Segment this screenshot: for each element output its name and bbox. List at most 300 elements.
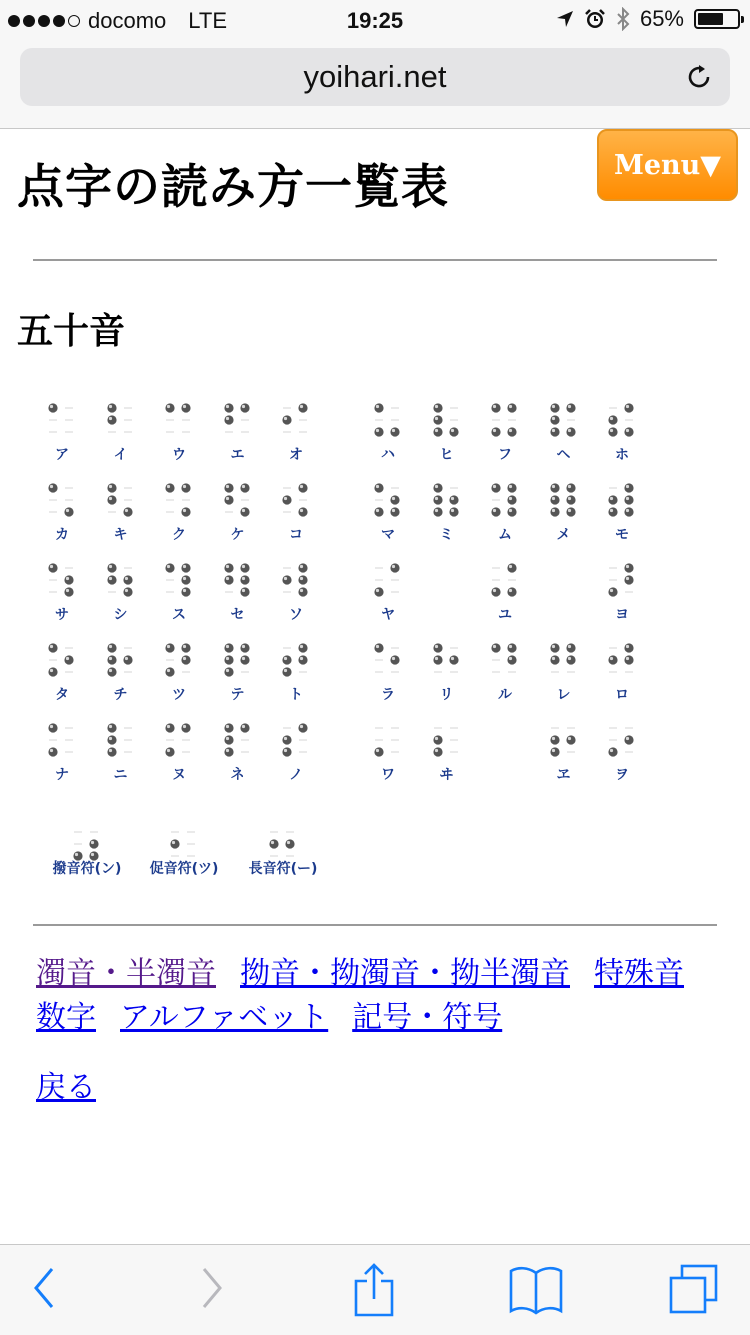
- braille-dot-raised: [48, 483, 57, 492]
- braille-dots: [607, 482, 637, 518]
- braille-dot-raised: [282, 735, 291, 744]
- back-arrow-icon[interactable]: [28, 1263, 60, 1313]
- braille-dot-raised: [64, 575, 73, 584]
- braille-dot-highlight: [241, 657, 244, 660]
- braille-dots: [281, 722, 311, 758]
- braille-dot-raised: [165, 747, 174, 756]
- braille-dot-highlight: [567, 405, 570, 408]
- braille-dot-highlight: [284, 669, 287, 672]
- braille-dot-raised: [240, 723, 249, 732]
- braille-dot-highlight: [225, 669, 228, 672]
- braille-dot-highlight: [225, 749, 228, 752]
- braille-dot-highlight: [376, 485, 379, 488]
- braille-dot-highlight: [124, 589, 127, 592]
- address-bar[interactable]: [20, 48, 730, 106]
- braille-dot-highlight: [172, 841, 175, 844]
- braille-dot-highlight: [300, 645, 303, 648]
- braille-dot-highlight: [610, 509, 613, 512]
- braille-dots: [490, 482, 520, 518]
- braille-dot-raised: [624, 403, 633, 412]
- braille-dot-highlight: [450, 429, 453, 432]
- braille-dot-highlight: [493, 589, 496, 592]
- braille-dot-highlight: [66, 577, 69, 580]
- kana-label: ネ: [230, 767, 245, 783]
- braille-cell: [602, 482, 642, 542]
- braille-dot-raised: [107, 415, 116, 424]
- kana-label: ヤ: [381, 607, 395, 623]
- bookmarks-icon[interactable]: [508, 1263, 564, 1315]
- kana-label: ヘ: [556, 447, 571, 463]
- status-time: 19:25: [346, 8, 404, 33]
- braille-dot-raised: [624, 563, 633, 572]
- braille-dot-raised: [282, 575, 291, 584]
- special-char-label: 促音符(ツ): [149, 861, 219, 877]
- braille-dot-raised: [374, 403, 383, 412]
- braille-dot-highlight: [493, 405, 496, 408]
- braille-cell: [368, 562, 408, 622]
- braille-dot-highlight: [551, 645, 554, 648]
- braille-dot-raised: [550, 643, 559, 652]
- braille-dots: [164, 722, 194, 758]
- kana-label: ヒ: [439, 447, 454, 463]
- braille-dot-raised: [48, 643, 57, 652]
- braille-dot-highlight: [183, 589, 186, 592]
- braille-cell: [42, 402, 82, 462]
- braille-cell: [159, 722, 199, 782]
- braille-dot-highlight: [392, 497, 395, 500]
- braille-dot-raised: [165, 723, 174, 732]
- braille-cell: [42, 642, 82, 702]
- kana-label: フ: [498, 447, 512, 463]
- braille-dot-raised: [491, 507, 500, 516]
- braille-dot-raised: [298, 507, 307, 516]
- braille-dots: [607, 402, 637, 438]
- braille-dot-highlight: [434, 405, 437, 408]
- braille-dot-highlight: [50, 645, 53, 648]
- braille-dot-raised: [298, 403, 307, 412]
- braille-dots: [223, 642, 253, 678]
- braille-cell: [52, 826, 122, 886]
- braille-dot-highlight: [108, 417, 111, 420]
- braille-dot-raised: [64, 587, 73, 596]
- braille-dot-raised: [550, 747, 559, 756]
- braille-dot-highlight: [551, 497, 554, 500]
- braille-dot-raised: [449, 507, 458, 516]
- braille-dots: [223, 722, 253, 758]
- braille-dot-raised: [48, 403, 57, 412]
- braille-dot-highlight: [509, 405, 512, 408]
- braille-dot-raised: [282, 415, 291, 424]
- braille-dot-raised: [224, 495, 233, 504]
- braille-cell: [602, 722, 642, 782]
- braille-dot-raised: [608, 427, 617, 436]
- braille-dot-highlight: [626, 405, 629, 408]
- kana-label: セ: [230, 607, 245, 623]
- reload-icon[interactable]: [684, 62, 714, 92]
- braille-dot-raised: [433, 495, 442, 504]
- braille-dots: [106, 402, 136, 438]
- braille-dot-raised: [550, 735, 559, 744]
- url-text: yoihari.net: [303, 59, 447, 94]
- kana-label: ア: [55, 447, 69, 463]
- link-dakuon[interactable]: 濁音・半濁音: [36, 956, 216, 991]
- braille-dot-raised: [107, 563, 116, 572]
- braille-dot-highlight: [183, 725, 186, 728]
- braille-dot-highlight: [66, 657, 69, 660]
- link-tokushuon[interactable]: 特殊音: [594, 956, 684, 991]
- braille-dot-highlight: [183, 509, 186, 512]
- kana-label: モ: [615, 527, 629, 543]
- braille-dot-highlight: [241, 405, 244, 408]
- braille-dots: [373, 642, 403, 678]
- braille-dot-highlight: [551, 417, 554, 420]
- braille-dot-highlight: [225, 725, 228, 728]
- braille-dot-highlight: [124, 657, 127, 660]
- braille-dot-raised: [107, 643, 116, 652]
- braille-dot-raised: [240, 643, 249, 652]
- braille-dot-highlight: [567, 737, 570, 740]
- kana-label: ユ: [498, 607, 512, 623]
- braille-dot-raised: [89, 839, 98, 848]
- braille-dot-highlight: [376, 509, 379, 512]
- braille-dot-highlight: [50, 485, 53, 488]
- braille-dots: [549, 402, 579, 438]
- braille-dot-raised: [433, 735, 442, 744]
- kana-label: キ: [113, 527, 128, 543]
- braille-dots: [164, 642, 194, 678]
- braille-dot-highlight: [284, 497, 287, 500]
- braille-dot-highlight: [167, 485, 170, 488]
- braille-dot-highlight: [509, 657, 512, 660]
- braille-dot-highlight: [271, 841, 274, 844]
- braille-dot-highlight: [567, 645, 570, 648]
- braille-dot-raised: [433, 747, 442, 756]
- braille-dot-raised: [566, 735, 575, 744]
- braille-cell: [101, 482, 141, 542]
- braille-dot-raised: [390, 563, 399, 572]
- braille-cell: [276, 562, 316, 622]
- braille-dot-highlight: [66, 509, 69, 512]
- braille-dot-raised: [123, 587, 132, 596]
- braille-dot-highlight: [610, 417, 613, 420]
- braille-dots: [223, 482, 253, 518]
- braille-dot-raised: [165, 667, 174, 676]
- carrier-name: docomo: [88, 8, 167, 33]
- braille-dot-raised: [224, 575, 233, 584]
- braille-dot-raised: [298, 483, 307, 492]
- braille-dots: [373, 402, 403, 438]
- braille-cell: [218, 482, 258, 542]
- braille-dot-raised: [165, 563, 174, 572]
- braille-dot-highlight: [66, 589, 69, 592]
- braille-dot-highlight: [108, 485, 111, 488]
- braille-dot-highlight: [551, 749, 554, 752]
- braille-dot-highlight: [183, 645, 186, 648]
- kana-label: ツ: [172, 687, 186, 703]
- braille-dot-raised: [507, 495, 516, 504]
- braille-cell: [602, 562, 642, 622]
- braille-dot-raised: [282, 495, 291, 504]
- braille-dot-raised: [165, 483, 174, 492]
- braille-dot-raised: [433, 655, 442, 664]
- kana-label: エ: [230, 447, 245, 463]
- braille-dot-raised: [107, 735, 116, 744]
- braille-dot-highlight: [108, 657, 111, 660]
- braille-dot-highlight: [300, 589, 303, 592]
- share-icon[interactable]: [352, 1263, 396, 1317]
- braille-cell: [159, 482, 199, 542]
- braille-dot-highlight: [509, 509, 512, 512]
- link-youon[interactable]: 拗音・拗濁音・拗半濁音: [240, 956, 570, 991]
- kana-label: シ: [113, 607, 128, 623]
- braille-dot-highlight: [551, 509, 554, 512]
- braille-dot-highlight: [567, 497, 570, 500]
- braille-cell: [42, 722, 82, 782]
- braille-dot-raised: [181, 403, 190, 412]
- kana-label: マ: [381, 527, 395, 543]
- braille-dot-highlight: [376, 429, 379, 432]
- braille-dot-highlight: [376, 405, 379, 408]
- braille-dot-highlight: [626, 485, 629, 488]
- braille-dot-highlight: [225, 497, 228, 500]
- braille-dot-highlight: [626, 429, 629, 432]
- braille-dot-raised: [48, 723, 57, 732]
- kana-label: ケ: [230, 527, 245, 543]
- tabs-icon[interactable]: [668, 1263, 720, 1315]
- braille-dot-raised: [507, 587, 516, 596]
- link-alphabet[interactable]: アルファベット: [120, 1000, 329, 1035]
- braille-dot-raised: [181, 563, 190, 572]
- braille-dots: [607, 722, 637, 758]
- braille-dot-raised: [550, 655, 559, 664]
- braille-dot-raised: [240, 483, 249, 492]
- braille-dot-highlight: [509, 565, 512, 568]
- braille-cell: [42, 482, 82, 542]
- braille-dot-highlight: [241, 577, 244, 580]
- braille-dot-raised: [107, 655, 116, 664]
- braille-dots: [47, 722, 77, 758]
- braille-dot-raised: [608, 655, 617, 664]
- braille-dot-highlight: [434, 509, 437, 512]
- braille-dot-highlight: [509, 589, 512, 592]
- braille-dot-raised: [298, 563, 307, 572]
- braille-dot-highlight: [241, 725, 244, 728]
- braille-dot-raised: [298, 655, 307, 664]
- braille-dot-raised: [224, 563, 233, 572]
- kana-label: コ: [289, 527, 303, 543]
- braille-dot-highlight: [509, 429, 512, 432]
- braille-dot-highlight: [284, 417, 287, 420]
- braille-dot-raised: [240, 655, 249, 664]
- braille-dot-highlight: [434, 737, 437, 740]
- braille-dots: [373, 562, 403, 598]
- braille-dot-raised: [298, 643, 307, 652]
- braille-dot-raised: [298, 723, 307, 732]
- braille-dot-raised: [224, 643, 233, 652]
- kana-label: ハ: [381, 447, 395, 463]
- braille-dot-raised: [224, 735, 233, 744]
- braille-dots: [268, 826, 298, 862]
- braille-dots: [47, 402, 77, 438]
- braille-dots: [281, 402, 311, 438]
- braille-dots: [47, 482, 77, 518]
- braille-cell: [427, 482, 467, 542]
- braille-dot-raised: [224, 667, 233, 676]
- kana-label: リ: [439, 687, 454, 703]
- braille-dot-highlight: [626, 565, 629, 568]
- section-title: 五十音: [17, 310, 126, 352]
- braille-dots: [106, 722, 136, 758]
- braille-dot-raised: [491, 403, 500, 412]
- braille-dot-highlight: [392, 657, 395, 660]
- braille-dot-raised: [240, 403, 249, 412]
- braille-cell: [42, 562, 82, 622]
- braille-dot-raised: [224, 655, 233, 664]
- braille-dot-highlight: [300, 725, 303, 728]
- braille-dot-highlight: [108, 405, 111, 408]
- link-suji[interactable]: 数字: [36, 1000, 96, 1035]
- kana-label: ヨ: [615, 607, 629, 623]
- braille-dot-raised: [624, 575, 633, 584]
- kana-label: ヱ: [556, 767, 571, 783]
- braille-dot-highlight: [626, 645, 629, 648]
- braille-dots: [223, 562, 253, 598]
- braille-dot-raised: [433, 483, 442, 492]
- braille-dot-highlight: [225, 657, 228, 660]
- braille-dot-raised: [550, 507, 559, 516]
- braille-dot-raised: [491, 427, 500, 436]
- braille-dot-highlight: [551, 485, 554, 488]
- kana-label: ヌ: [172, 767, 186, 783]
- braille-dot-raised: [491, 587, 500, 596]
- braille-dot-raised: [107, 483, 116, 492]
- braille-dots: [281, 642, 311, 678]
- braille-dot-raised: [390, 507, 399, 516]
- braille-dot-raised: [64, 655, 73, 664]
- braille-cell: [218, 722, 258, 782]
- braille-dot-raised: [507, 563, 516, 572]
- braille-cell: [368, 642, 408, 702]
- braille-dot-raised: [491, 643, 500, 652]
- braille-dot-highlight: [434, 485, 437, 488]
- kana-label: ヲ: [615, 767, 629, 783]
- braille-dot-highlight: [50, 725, 53, 728]
- status-bar: [0, 0, 750, 40]
- braille-dot-highlight: [610, 429, 613, 432]
- braille-dot-raised: [624, 643, 633, 652]
- braille-dot-raised: [224, 483, 233, 492]
- braille-cell: [485, 402, 525, 462]
- special-char-label: 長音符(ー): [248, 861, 318, 877]
- braille-dot-highlight: [75, 853, 78, 856]
- braille-cell: [149, 826, 219, 886]
- braille-dot-raised: [390, 495, 399, 504]
- kana-label: ス: [172, 607, 186, 623]
- braille-dot-raised: [282, 655, 291, 664]
- kana-label: ラ: [381, 687, 395, 703]
- braille-dots: [106, 642, 136, 678]
- braille-dots: [106, 562, 136, 598]
- braille-dot-raised: [374, 483, 383, 492]
- braille-dots: [47, 562, 77, 598]
- braille-dot-raised: [433, 415, 442, 424]
- braille-dot-highlight: [225, 405, 228, 408]
- braille-dot-raised: [298, 575, 307, 584]
- kana-label: ナ: [55, 767, 69, 783]
- braille-cell: [248, 826, 318, 886]
- braille-dot-highlight: [493, 485, 496, 488]
- braille-dot-raised: [433, 403, 442, 412]
- braille-dot-raised: [608, 415, 617, 424]
- braille-cell: [159, 642, 199, 702]
- braille-dot-raised: [507, 643, 516, 652]
- braille-dots: [549, 642, 579, 678]
- kana-label: イ: [113, 447, 128, 463]
- braille-dot-raised: [170, 839, 179, 848]
- location-arrow-icon: [556, 10, 574, 28]
- braille-cell: [276, 402, 316, 462]
- braille-dot-raised: [240, 563, 249, 572]
- braille-dot-highlight: [183, 485, 186, 488]
- braille-dot-raised: [566, 483, 575, 492]
- braille-dot-raised: [282, 747, 291, 756]
- forward-arrow-icon[interactable]: [196, 1263, 228, 1313]
- braille-dots: [164, 482, 194, 518]
- braille-dots: [490, 642, 520, 678]
- braille-dot-raised: [123, 575, 132, 584]
- braille-dot-highlight: [50, 749, 53, 752]
- braille-dot-highlight: [509, 497, 512, 500]
- braille-dot-raised: [433, 427, 442, 436]
- braille-dot-highlight: [50, 565, 53, 568]
- braille-dot-raised: [566, 403, 575, 412]
- braille-dot-raised: [608, 507, 617, 516]
- braille-dot-highlight: [300, 509, 303, 512]
- braille-dot-highlight: [551, 429, 554, 432]
- braille-dot-highlight: [225, 577, 228, 580]
- kana-label: ソ: [289, 607, 303, 623]
- braille-dot-highlight: [493, 645, 496, 648]
- braille-dot-raised: [240, 575, 249, 584]
- back-link[interactable]: 戻る: [36, 1070, 96, 1105]
- braille-dot-highlight: [610, 657, 613, 660]
- braille-dot-highlight: [376, 589, 379, 592]
- braille-dots: [373, 722, 403, 758]
- braille-dot-raised: [107, 575, 116, 584]
- braille-dot-raised: [107, 723, 116, 732]
- kana-label: テ: [230, 687, 245, 703]
- braille-dots: [164, 402, 194, 438]
- menu-button[interactable]: Menu▼: [597, 129, 738, 201]
- braille-dot-highlight: [551, 657, 554, 660]
- braille-dot-raised: [374, 747, 383, 756]
- braille-dot-highlight: [567, 509, 570, 512]
- braille-dot-raised: [165, 643, 174, 652]
- braille-dots: [72, 826, 102, 862]
- braille-dot-highlight: [108, 497, 111, 500]
- link-kigou[interactable]: 記号・符号: [352, 1000, 503, 1035]
- kana-label: ム: [498, 527, 512, 543]
- braille-dot-highlight: [626, 577, 629, 580]
- braille-dot-raised: [566, 655, 575, 664]
- browser-toolbar: [0, 1244, 750, 1335]
- braille-dot-raised: [566, 427, 575, 436]
- braille-dot-highlight: [241, 509, 244, 512]
- braille-dot-raised: [285, 839, 294, 848]
- braille-dot-raised: [624, 483, 633, 492]
- braille-dot-raised: [390, 427, 399, 436]
- braille-cell: [276, 642, 316, 702]
